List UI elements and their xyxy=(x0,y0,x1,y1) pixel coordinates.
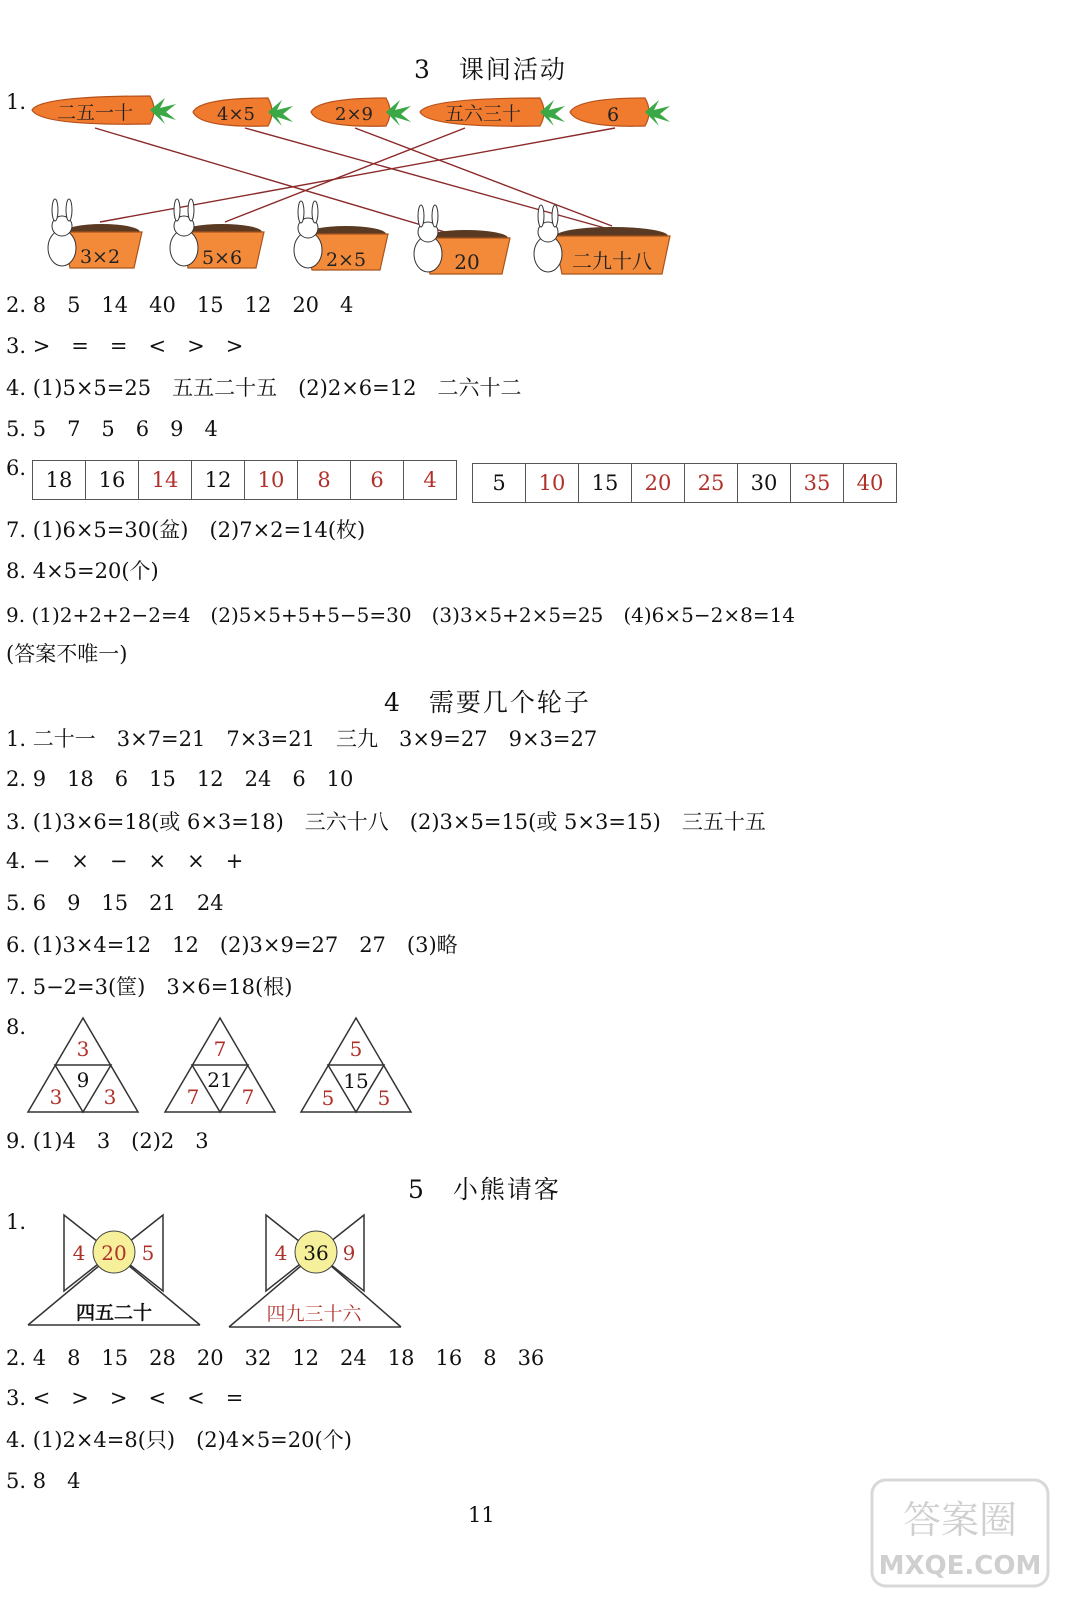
triangle-value: 5 xyxy=(377,1086,391,1110)
bow-value: 36 xyxy=(303,1241,329,1265)
triangle-value: 3 xyxy=(103,1085,117,1109)
triangle-value: 3 xyxy=(76,1037,90,1061)
sequence-cell: 10 xyxy=(245,460,298,500)
answer-note: (答案不唯一) xyxy=(6,642,128,666)
sequence-cell: 18 xyxy=(32,460,86,500)
triangle-value: 5 xyxy=(349,1037,363,1061)
section-title-3: 3 课间活动 xyxy=(414,55,567,84)
leaf-icon xyxy=(150,98,176,124)
match-line xyxy=(95,128,445,232)
triangle-value: 7 xyxy=(186,1085,200,1109)
sequence-cell: 30 xyxy=(738,463,791,503)
sequence-cell: 15 xyxy=(579,463,632,503)
bow-value: 9 xyxy=(342,1241,356,1265)
carrot-label: 五六三十 xyxy=(444,103,522,125)
answer-line: 5. 6 9 15 21 24 xyxy=(6,891,224,915)
question-number: 1. xyxy=(6,90,27,114)
bow-rhyme: 四五二十 xyxy=(75,1302,153,1324)
question-number: 8. xyxy=(6,1015,27,1039)
leaf-icon xyxy=(268,100,293,126)
leaf-icon xyxy=(386,100,411,126)
number-sequence-2 xyxy=(472,463,897,503)
carrot-label: 2×9 xyxy=(335,104,373,125)
answer-line: 7. (1)6×5=30(盆) (2)7×2=14(枚) xyxy=(6,518,366,542)
sequence-cell: 40 xyxy=(844,463,897,503)
question-number: 6. xyxy=(6,456,27,480)
sequence-cell: 16 xyxy=(86,460,139,500)
answer-line: 4. (1)5×5=25 五五二十五 (2)2×6=12 二六十二 xyxy=(6,376,522,400)
leaf-icon xyxy=(540,100,565,126)
watermark-text: 答案圈 xyxy=(902,1498,1018,1542)
watermark-logo xyxy=(870,1478,1050,1588)
sequence-cell: 4 xyxy=(404,460,457,500)
answer-line: 3. (1)3×6=18(或 6×3=18) 三六十八 (2)3×5=15(或 5×3=15) 三五十五 xyxy=(6,810,766,834)
triangle-value: 15 xyxy=(343,1069,369,1093)
triangle-value: 7 xyxy=(213,1037,227,1061)
answer-line: 6. (1)3×4=12 12 (2)3×9=27 27 (3)略 xyxy=(6,933,458,957)
leaf-icon xyxy=(645,100,670,126)
triangle-puzzles xyxy=(0,1010,430,1120)
bow-rhyme: 四九三十六 xyxy=(266,1303,362,1325)
basket-label: 20 xyxy=(454,250,480,274)
carrot-5 xyxy=(570,98,670,126)
question-number: 1. xyxy=(6,1210,27,1234)
sequence-cell: 5 xyxy=(472,463,526,503)
basket-label: 5×6 xyxy=(201,247,243,269)
carrot-basket-matching xyxy=(0,0,700,285)
bow-value: 5 xyxy=(141,1241,155,1265)
sequence-cell: 8 xyxy=(298,460,351,500)
carrot-label: 二五一十 xyxy=(56,102,134,124)
triangle-puzzle-2 xyxy=(165,1018,275,1112)
triangle-value: 5 xyxy=(321,1086,335,1110)
answer-line: 2. 4 8 15 28 20 32 12 24 18 16 8 36 xyxy=(6,1346,545,1370)
section-title-5: 5 小熊请客 xyxy=(408,1175,561,1204)
bow-figure-1 xyxy=(28,1215,200,1325)
answer-line: 4. − × − × × + xyxy=(6,849,244,873)
page-number: 11 xyxy=(468,1503,495,1527)
match-line xyxy=(225,128,465,222)
sequence-cell: 10 xyxy=(526,463,579,503)
triangle-value: 7 xyxy=(241,1085,255,1109)
sequence-cell: 25 xyxy=(685,463,738,503)
carrot-label: 6 xyxy=(606,104,620,126)
answer-line: 2. 9 18 6 15 12 24 6 10 xyxy=(6,767,354,791)
basket-label: 二九十八 xyxy=(572,249,652,273)
sequence-cell: 35 xyxy=(791,463,844,503)
triangle-puzzle-1 xyxy=(28,1018,138,1112)
bow-value: 4 xyxy=(72,1241,86,1265)
carrot-label: 4×5 xyxy=(217,104,255,125)
answer-line: 9. (1)4 3 (2)2 3 xyxy=(6,1129,209,1153)
basket-label: 3×2 xyxy=(79,246,121,268)
bow-value: 4 xyxy=(274,1241,288,1265)
answer-line: 5. 5 7 5 6 9 4 xyxy=(6,417,218,441)
match-line xyxy=(355,128,612,226)
answer-line: 4. (1)2×4=8(只) (2)4×5=20(个) xyxy=(6,1428,352,1452)
answer-line: 2. 8 5 14 40 15 12 20 4 xyxy=(6,293,354,317)
number-sequence-1 xyxy=(32,460,457,500)
answer-line: 8. 4×5=20(个) xyxy=(6,559,159,583)
answer-line: 3. < > > < < = xyxy=(6,1386,244,1410)
sequence-cell: 14 xyxy=(139,460,192,500)
sequence-cell: 6 xyxy=(351,460,404,500)
triangle-value: 3 xyxy=(49,1085,63,1109)
sequence-cell: 20 xyxy=(632,463,685,503)
answer-line: 7. 5−2=3(筐) 3×6=18(根) xyxy=(6,975,293,999)
bow-figure-2 xyxy=(229,1215,401,1327)
triangle-value: 9 xyxy=(76,1068,90,1092)
section-title-4: 4 需要几个轮子 xyxy=(384,688,591,717)
triangle-puzzle-3 xyxy=(301,1018,411,1112)
answer-line: 3. > = = < > > xyxy=(6,334,244,358)
bow-figures xyxy=(0,1205,420,1335)
sequence-cell: 12 xyxy=(192,460,245,500)
answer-line: 1. 二十一 3×7=21 7×3=21 三九 3×9=27 9×3=27 xyxy=(6,727,598,751)
triangle-value: 21 xyxy=(207,1068,233,1092)
watermark-text: MXQE.COM xyxy=(878,1551,1042,1581)
answer-line: 5. 8 4 xyxy=(6,1469,81,1493)
answer-line: 9. (1)2+2+2−2=4 (2)5×5+5+5−5=30 (3)3×5+2×5=25 (4)6×5−2×8=14 xyxy=(6,603,796,627)
basket-label: 2×5 xyxy=(325,249,367,271)
bow-value: 20 xyxy=(101,1241,127,1265)
